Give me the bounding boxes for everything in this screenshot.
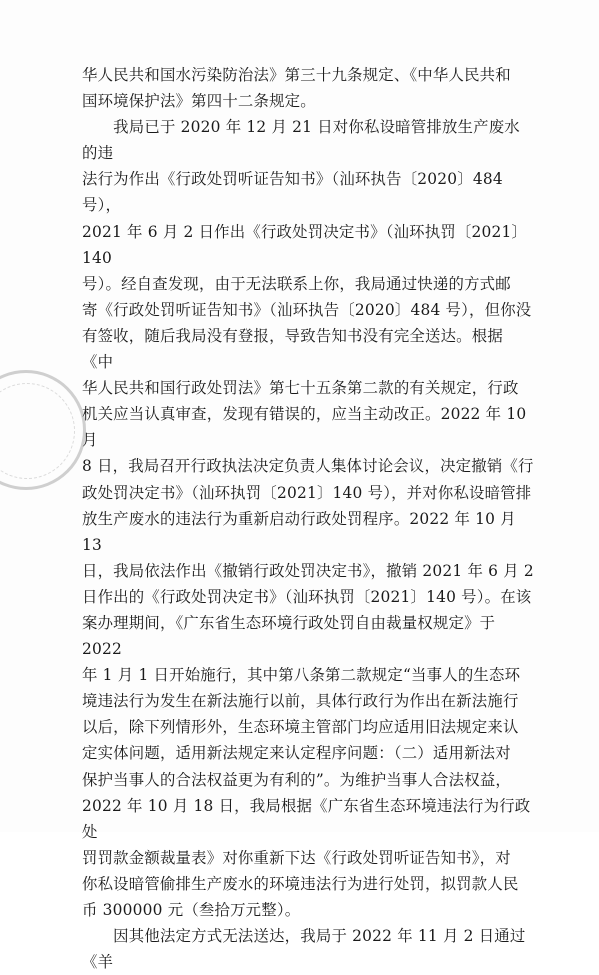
text-line: 放生产废水的违法行为重新启动行政处罚程序。2022 年 10 月 13 bbox=[82, 509, 516, 554]
text-line: 境违法行为发生在新法施行以前，具体行政行为作出在新法施行 bbox=[82, 692, 519, 711]
text-line: 政处罚决定书》（汕环执罚〔2021〕140 号），并对你私设暗管排 bbox=[82, 483, 532, 502]
text-line: 日，我局依法作出《撤销行政处罚决定书》，撤销 2021 年 6 月 2 bbox=[82, 561, 534, 580]
text-line: 案办理期间，《广东省生态环境行政处罚自由裁量权规定》于 2022 bbox=[82, 613, 496, 659]
text-line: 因其他法定方式无法送达，我局于 2022 年 11 月 2 日通过《羊 bbox=[82, 927, 526, 972]
text-line: 以后，除下列情形外，生态环境主管部门均应适用旧法规定来认 bbox=[82, 718, 519, 737]
text-line: 保护当事人的合法权益更为有利的”。为维护当事人合法权益， bbox=[82, 770, 512, 789]
text-line: 币 300000 元（叁拾万元整）。 bbox=[82, 901, 301, 919]
text-line: 我局已于 2020 年 12 月 21 日对你私设暗管排放生产废水的违 bbox=[82, 118, 520, 163]
text-line: 法行为作出《行政处罚听证告知书》（汕环执告〔2020〕484 号）， bbox=[82, 170, 503, 215]
text-line: 年 1 月 1 日开始施行，其中第八条第二款规定“当事人的生态环 bbox=[82, 666, 521, 685]
text-line: 号）。经自查发现，由于无法联系上你，我局通过快递的方式邮 bbox=[82, 274, 511, 293]
text-line: 2022 年 10 月 18 日，我局根据《广东省生态环境违法行为行政处 bbox=[82, 796, 531, 841]
text-line: 国环境保护法》第四十二条规定。 bbox=[82, 92, 316, 111]
document-body bbox=[82, 62, 534, 975]
text-line: 8 日，我局召开行政执法决定负责人集体讨论会议，决定撤销《行 bbox=[82, 457, 534, 476]
text-line: 华人民共和国水污染防治法》第三十九条规定、《中华人民共和 bbox=[82, 66, 511, 84]
text-line: 机关应当认真审查，发现有错误的，应当主动改正。2022 年 10 月 bbox=[82, 405, 527, 450]
text-line: 2021 年 6 月 2 日作出《行政处罚决定书》（汕环执罚〔2021〕140 bbox=[82, 222, 528, 267]
text-line: 华人民共和国行政处罚法》第七十五条第二款的有关规定，行政 bbox=[82, 379, 519, 398]
text-line: 定实体问题，适用新法规定来认定程序问题：（二）适用新法对 bbox=[82, 744, 511, 763]
text-line: 日作出的《行政处罚决定书》（汕环执罚〔2021〕140 号）。在该 bbox=[82, 587, 532, 606]
seal-inner-ring bbox=[0, 383, 75, 479]
text-line: 罚罚款金额裁量表》对你重新下达《行政处罚听证告知书》，对 bbox=[82, 848, 511, 867]
official-seal-stamp bbox=[0, 370, 86, 490]
text-line: 有签收，随后我局没有登报，导致告知书没有完全送达。根据《中 bbox=[82, 326, 503, 372]
text-line: 寄《行政处罚听证告知书》（汕环执告〔2020〕484 号），但你没 bbox=[82, 300, 532, 319]
text-line: 你私设暗管偷排生产废水的环境违法行为进行处罚，拟罚款人民 bbox=[82, 874, 519, 893]
